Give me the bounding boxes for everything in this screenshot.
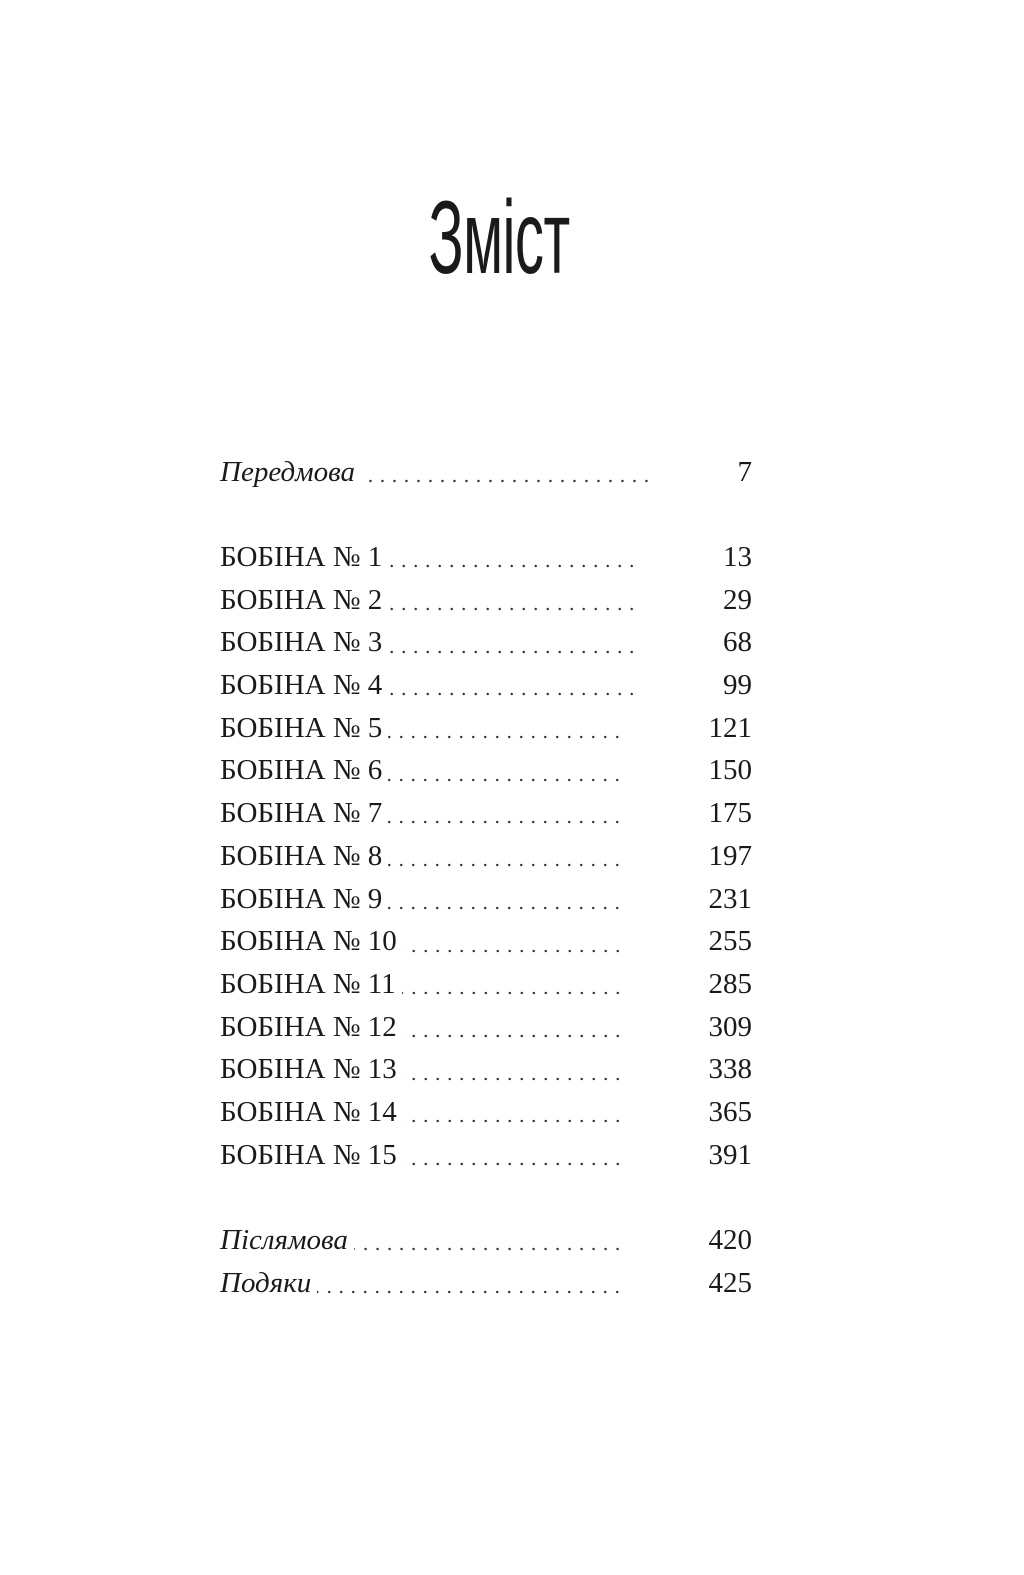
toc-entry[interactable]: [220, 792, 752, 835]
toc-entry-page: 13: [723, 541, 752, 573]
toc-front-matter: [220, 451, 752, 494]
toc-entry-page: 420: [708, 1224, 752, 1256]
toc-entry-page: 68: [723, 626, 752, 659]
toc-entry[interactable]: [220, 536, 752, 579]
toc-entry[interactable]: [220, 963, 752, 1006]
dot-leader: [388, 650, 638, 654]
toc-entry-title: БОБІНА № 1: [220, 541, 383, 573]
dot-leader: [403, 1077, 624, 1081]
toc-entry-title: БОБІНА № 14: [220, 1095, 397, 1128]
toc-entry-page: 391: [708, 1138, 752, 1171]
dot-leader: [388, 778, 623, 782]
toc-entry[interactable]: [220, 707, 752, 750]
page-title-text: Зміст: [428, 180, 570, 296]
toc-entry-page: 309: [708, 1010, 752, 1043]
toc-entry[interactable]: [220, 1048, 752, 1091]
dot-leader: [403, 949, 624, 953]
toc-entry[interactable]: [220, 878, 752, 921]
toc-entry-title: БОБІНА № 8: [220, 839, 383, 872]
dot-leader: [317, 1290, 623, 1294]
toc-entry[interactable]: [220, 451, 752, 494]
dot-leader: [388, 692, 638, 696]
toc-entry[interactable]: [220, 579, 752, 622]
toc-entry-title: БОБІНА № 9: [220, 882, 383, 915]
toc-chapters: [220, 536, 752, 1176]
toc-entry-page: 425: [708, 1266, 752, 1299]
dot-leader: [403, 1034, 624, 1038]
toc-entry-title: Подяки: [220, 1266, 312, 1299]
toc-entry-page: 365: [708, 1095, 752, 1128]
toc-entry[interactable]: [220, 1134, 752, 1177]
dot-leader: [388, 564, 638, 568]
dot-leader: [354, 1247, 624, 1251]
dot-leader: [403, 1162, 624, 1166]
toc-entry-title: БОБІНА № 2: [220, 583, 383, 616]
dot-leader: [402, 991, 624, 995]
toc-entry[interactable]: [220, 749, 752, 792]
toc-entry-title: БОБІНА № 7: [220, 797, 383, 830]
dot-leader: [388, 820, 623, 824]
toc-entry-page: 150: [708, 754, 752, 787]
toc-entry-title: БОБІНА № 13: [220, 1053, 397, 1086]
toc-entry[interactable]: [220, 1262, 752, 1305]
toc-entry-page: 29: [723, 583, 752, 616]
toc-entry[interactable]: [220, 1006, 752, 1049]
toc-entry-page: 175: [708, 797, 752, 830]
toc-entry-title: Післямова: [220, 1224, 348, 1256]
dot-leader: [361, 479, 652, 483]
toc-entry-title: БОБІНА № 15: [220, 1138, 397, 1171]
toc-entry-title: БОБІНА № 10: [220, 925, 397, 958]
dot-leader: [403, 1119, 624, 1123]
toc-entry-title: БОБІНА № 4: [220, 669, 383, 702]
toc-entry[interactable]: [220, 1091, 752, 1134]
toc-entry[interactable]: [220, 664, 752, 707]
toc-entry-page: 338: [708, 1053, 752, 1086]
toc-entry-page: 99: [723, 669, 752, 702]
dot-leader: [388, 735, 623, 739]
toc-entry-page: 7: [737, 456, 752, 488]
toc-entry[interactable]: [220, 1219, 752, 1262]
dot-leader: [388, 607, 638, 611]
toc-entry-page: 285: [708, 967, 752, 1000]
toc-entry-title: Передмова: [220, 456, 356, 488]
toc-entry-title: БОБІНА № 12: [220, 1010, 397, 1043]
toc-back-matter: [220, 1219, 752, 1304]
dot-leader: [388, 906, 623, 910]
toc-entry-page: 197: [708, 839, 752, 872]
toc-entry-title: БОБІНА № 11: [220, 967, 396, 1000]
dot-leader: [388, 863, 623, 867]
toc-entry[interactable]: [220, 835, 752, 878]
toc-entry-page: 255: [708, 925, 752, 958]
page-title: [0, 180, 1024, 296]
toc-entry[interactable]: [220, 920, 752, 963]
toc-entry-page: 121: [708, 711, 752, 744]
toc-entry-title: БОБІНА № 6: [220, 754, 383, 787]
toc-entry-title: БОБІНА № 3: [220, 626, 383, 659]
toc-entry-title: БОБІНА № 5: [220, 711, 383, 744]
toc-entry[interactable]: [220, 621, 752, 664]
toc-entry-page: 231: [708, 882, 752, 915]
